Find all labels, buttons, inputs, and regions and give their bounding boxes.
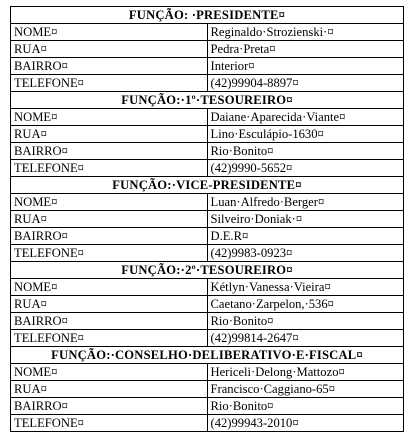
- field-value: Interior¤: [207, 58, 404, 75]
- field-value: Lino·Esculápio-1630¤: [207, 126, 404, 143]
- field-label: BAIRRO¤: [11, 143, 208, 160]
- field-value: Rio·Bonito¤: [207, 398, 404, 415]
- section-header-row: [11, 177, 404, 194]
- table-row: [11, 245, 404, 262]
- field-value: Reginaldo·Strozienski·¤: [207, 24, 404, 41]
- table-row: [11, 194, 404, 211]
- field-label: TELEFONE¤: [11, 75, 208, 92]
- table-row: [11, 41, 404, 58]
- field-label: NOME¤: [11, 364, 208, 381]
- field-value: (42)9990-5652¤: [207, 160, 404, 177]
- field-label: RUA¤: [11, 41, 208, 58]
- field-value: D.E.R¤: [207, 228, 404, 245]
- field-value: Silveiro·Doniak·¤: [207, 211, 404, 228]
- field-label: NOME¤: [11, 24, 208, 41]
- field-value: (42)99814-2647¤: [207, 330, 404, 347]
- section-header-row: [11, 7, 404, 24]
- field-label: NOME¤: [11, 279, 208, 296]
- field-value: Pedra·Preta¤: [207, 41, 404, 58]
- field-value: Caetano·Zarpelon,·536¤: [207, 296, 404, 313]
- field-value: Rio·Bonito¤: [207, 313, 404, 330]
- section-title: FUNÇÃO:·2º·TESOUREIRO¤: [11, 262, 404, 279]
- section-header-row: [11, 347, 404, 364]
- field-label: TELEFONE¤: [11, 330, 208, 347]
- table-row: [11, 398, 404, 415]
- field-label: RUA¤: [11, 381, 208, 398]
- table-row: [11, 75, 404, 92]
- field-value: Francisco·Caggiano-65¤: [207, 381, 404, 398]
- field-value: Luan·Alfredo·Berger¤: [207, 194, 404, 211]
- table-row: [11, 24, 404, 41]
- section-header-row: [11, 92, 404, 109]
- field-label: RUA¤: [11, 126, 208, 143]
- field-label: BAIRRO¤: [11, 58, 208, 75]
- field-label: TELEFONE¤: [11, 245, 208, 262]
- field-label: BAIRRO¤: [11, 398, 208, 415]
- field-label: TELEFONE¤: [11, 160, 208, 177]
- field-value: Hericeli·Delong·Mattozo¤: [207, 364, 404, 381]
- field-label: NOME¤: [11, 109, 208, 126]
- field-label: NOME¤: [11, 194, 208, 211]
- field-label: BAIRRO¤: [11, 313, 208, 330]
- table-row: [11, 228, 404, 245]
- table-body: [11, 7, 404, 432]
- table-row: [11, 313, 404, 330]
- section-title: FUNÇÃO: ·PRESIDENTE¤: [11, 7, 404, 24]
- table-row: [11, 415, 404, 432]
- table-row: [11, 296, 404, 313]
- table-row: [11, 330, 404, 347]
- field-value: (42)9983-0923¤: [207, 245, 404, 262]
- document-page: [10, 6, 404, 432]
- field-label: TELEFONE¤: [11, 415, 208, 432]
- section-title: FUNÇÃO:·1º·TESOUREIRO¤: [11, 92, 404, 109]
- field-value: (42)99943-2010¤: [207, 415, 404, 432]
- field-label: RUA¤: [11, 211, 208, 228]
- table-row: [11, 143, 404, 160]
- field-value: Daiane·Aparecida·Viante¤: [207, 109, 404, 126]
- section-header-row: [11, 262, 404, 279]
- section-title: FUNÇÃO:·VICE-PRESIDENTE¤: [11, 177, 404, 194]
- table-row: [11, 126, 404, 143]
- field-label: RUA¤: [11, 296, 208, 313]
- table-row: [11, 211, 404, 228]
- table-row: [11, 160, 404, 177]
- table-row: [11, 58, 404, 75]
- field-value: Kétlyn·Vanessa·Vieira¤: [207, 279, 404, 296]
- contacts-table: [10, 6, 404, 432]
- table-row: [11, 364, 404, 381]
- table-row: [11, 279, 404, 296]
- table-row: [11, 109, 404, 126]
- field-value: (42)99904-8897¤: [207, 75, 404, 92]
- field-label: BAIRRO¤: [11, 228, 208, 245]
- table-row: [11, 381, 404, 398]
- field-value: Rio·Bonito¤: [207, 143, 404, 160]
- section-title: FUNÇÃO:·CONSELHO·DELIBERATIVO·E·FISCAL¤: [11, 347, 404, 364]
